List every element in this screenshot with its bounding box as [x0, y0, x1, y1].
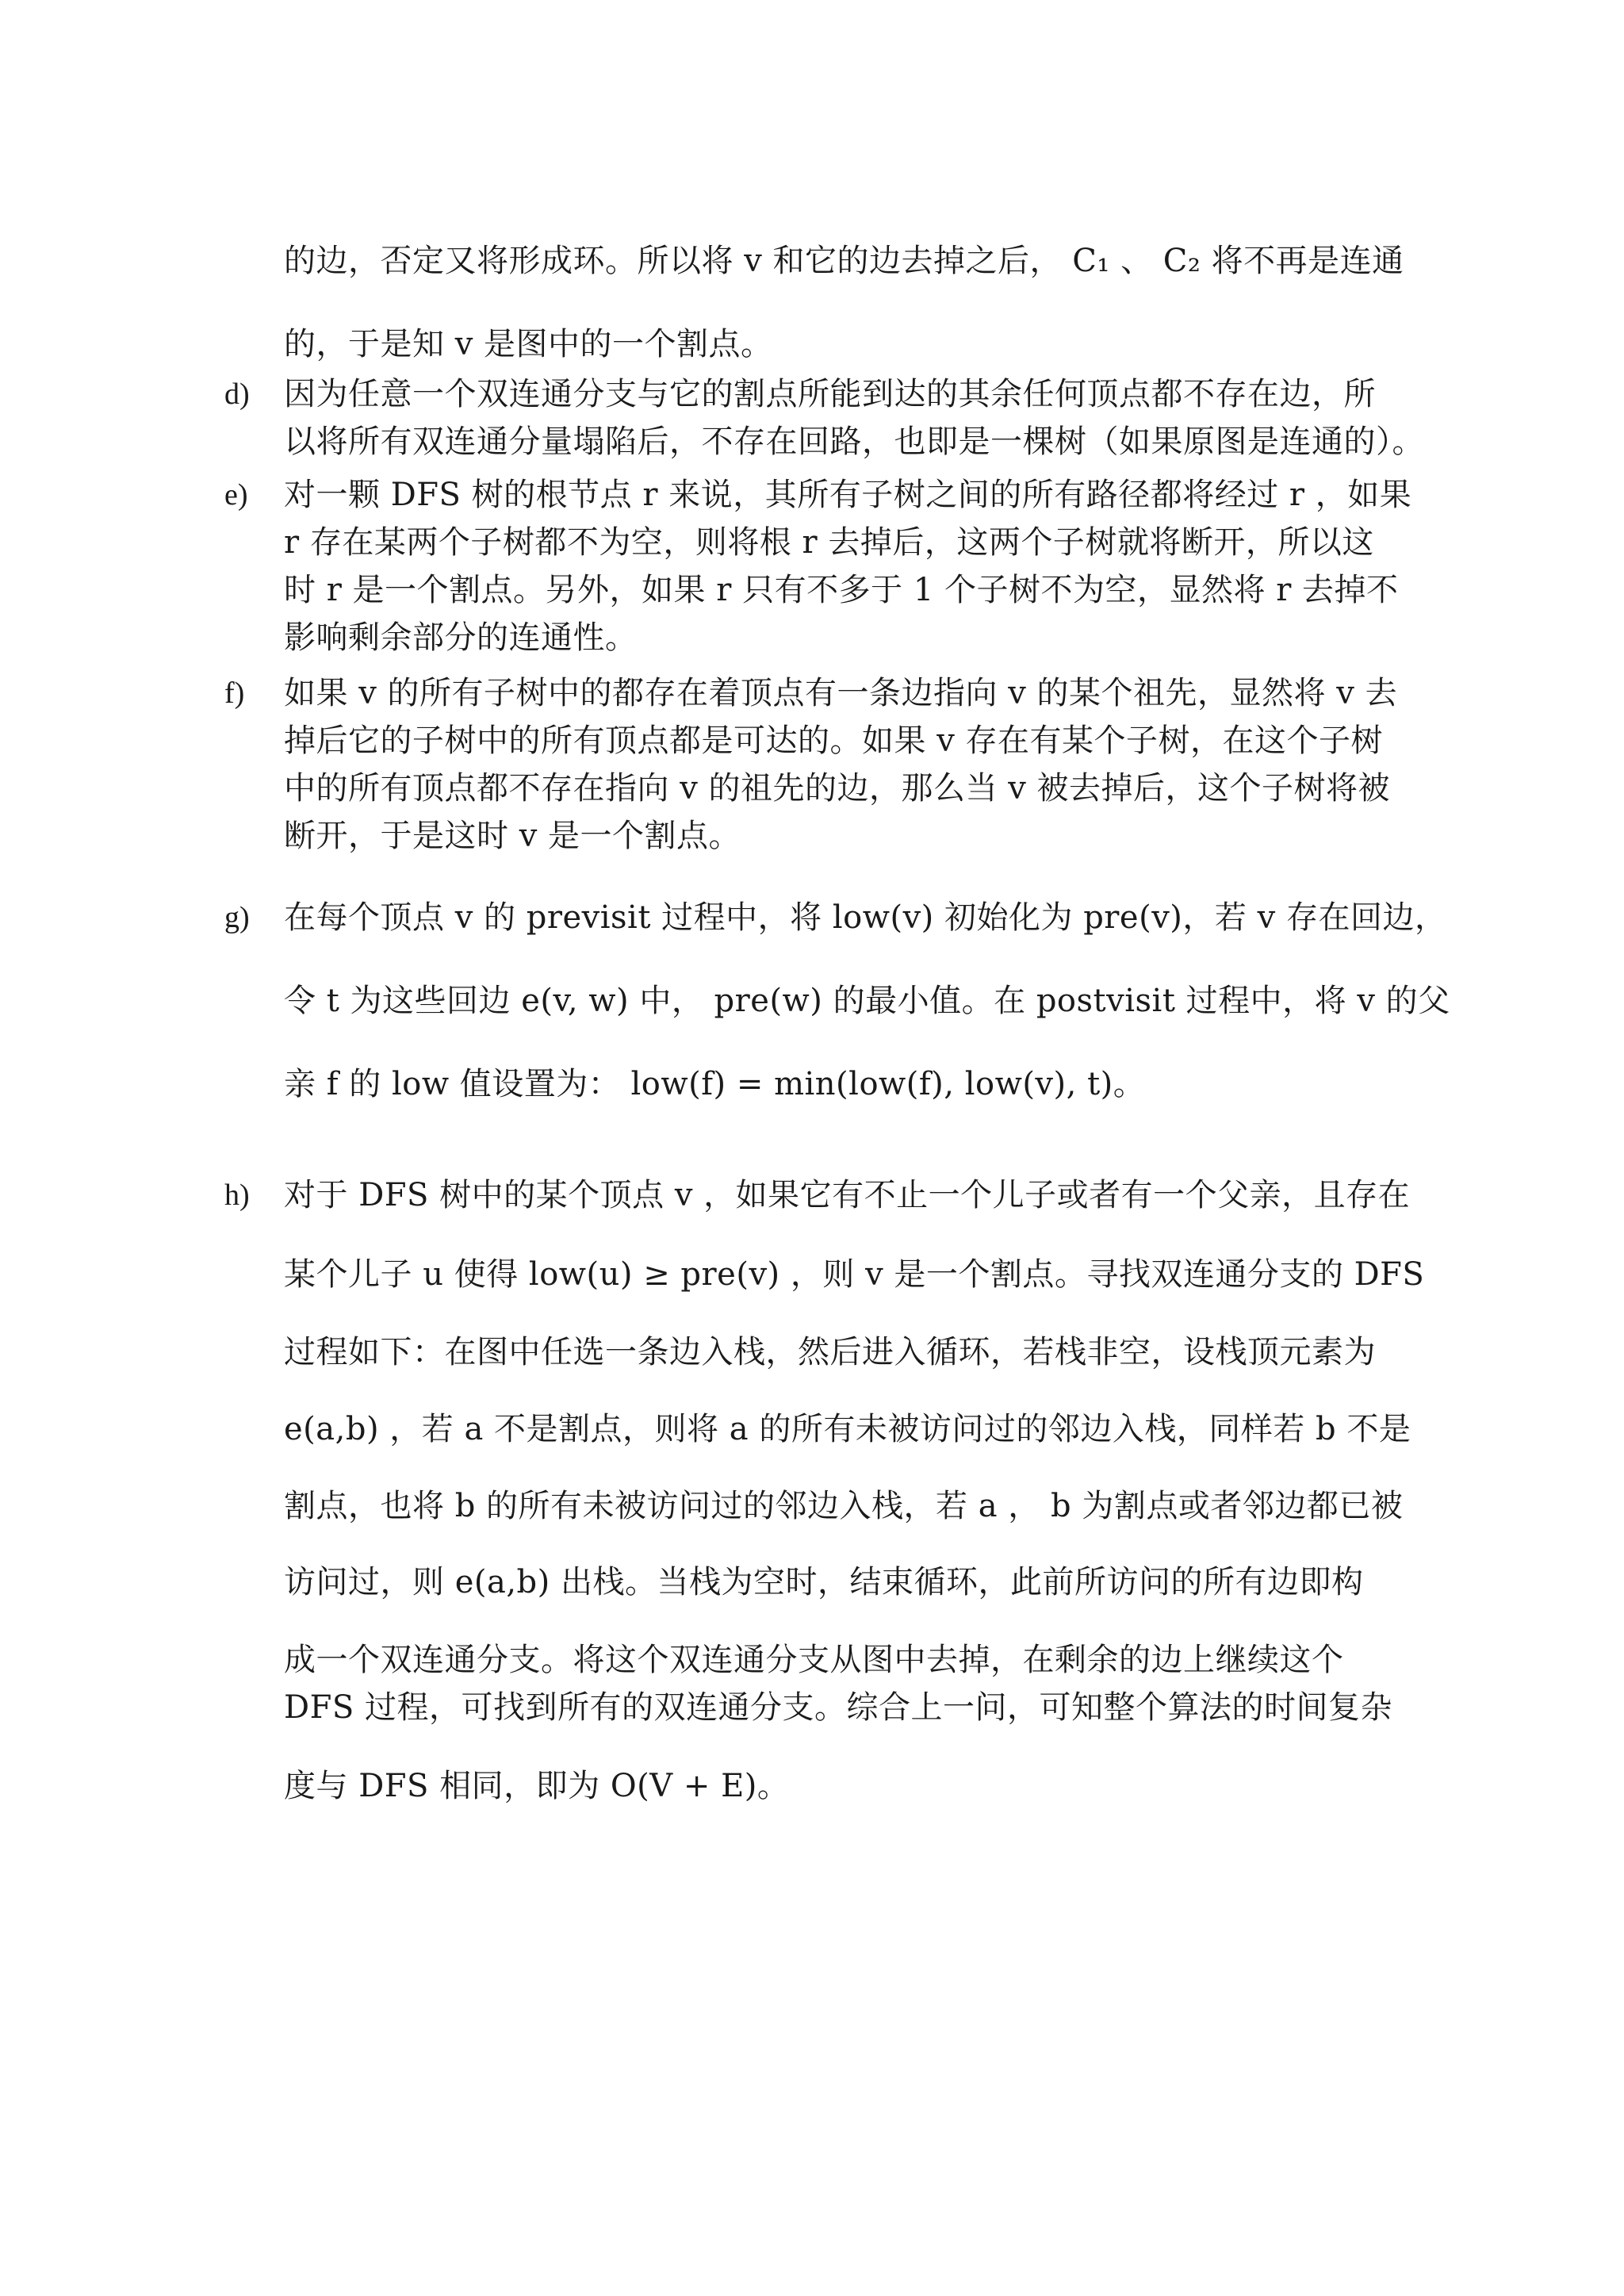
text-line: 令 t 为这些回边 e(v, w) 中， pre(w) 的最小值。在 postvisit 过程中，将 v 的父: [284, 983, 1450, 1019]
text-line: r 存在某两个子树都不为空，则将根 r 去掉后，这两个子树就将断开，所以这: [284, 524, 1374, 561]
text-line: 时 r 是一个割点。另外，如果 r 只有不多于 1 个子树不为空，显然将 r 去掉不: [284, 572, 1399, 608]
item-label: d): [224, 378, 250, 411]
text-line: 中的所有顶点都不存在指向 v 的祖先的边，那么当 v 被去掉后，这个子树将被: [284, 770, 1391, 807]
text-line: 访问过，则 e(a,b) 出栈。当栈为空时，结束循环，此前所访问的所有边即构: [284, 1564, 1364, 1600]
item-label: f): [224, 677, 245, 710]
text-line: 割点，也将 b 的所有未被访问过的邻边入栈，若 a ， b 为割点或者邻边都已被: [284, 1488, 1404, 1524]
text-line: 影响剩余部分的连通性。: [284, 619, 638, 656]
text-line: 过程如下：在图中任选一条边入栈，然后进入循环，若栈非空，设栈顶元素为: [284, 1334, 1376, 1370]
text-line: 掉后它的子树中的所有顶点都是可达的。如果 v 存在有某个子树，在这个子树: [284, 723, 1384, 759]
text-line: 的，于是知 v 是图中的一个割点。: [284, 326, 773, 362]
text-line: 度与 DFS 相同，即为 O(V + E)。: [284, 1768, 790, 1804]
text-line: 成一个双连通分支。将这个双连通分支从图中去掉，在剩余的边上继续这个: [284, 1642, 1344, 1678]
text-line: 对一颗 DFS 树的根节点 r 来说，其所有子树之间的所有路径都将经过 r ，如果: [284, 477, 1412, 513]
text-line: 以将所有双连通分量塌陷后，不存在回路，也即是一棵树（如果原图是连通的）。: [284, 424, 1424, 460]
text-line: 的边，否定又将形成环。所以将 v 和它的边去掉之后， C₁ 、 C₂ 将不再是连通: [284, 243, 1404, 279]
text-line: 某个儿子 u 使得 low(u) ≥ pre(v) ，则 v 是一个割点。寻找双连通分支的 DFS: [284, 1256, 1425, 1293]
text-line: 对于 DFS 树中的某个顶点 v ，如果它有不止一个儿子或者有一个父亲，且存在: [284, 1177, 1411, 1213]
text-line: 亲 f 的 low 值设置为： low(f) = min(low(f), low(v), t)。: [284, 1066, 1146, 1102]
text-line: DFS 过程，可找到所有的双连通分支。综合上一问，可知整个算法的时间复杂: [284, 1689, 1392, 1726]
text-line: 在每个顶点 v 的 previsit 过程中，将 low(v) 初始化为 pre(v)，若 v 存在回边，: [284, 899, 1447, 936]
item-label: g): [224, 901, 250, 934]
item-label: h): [224, 1179, 250, 1212]
text-line: 因为任意一个双连通分支与它的割点所能到达的其余任何顶点都不存在边，所: [284, 376, 1376, 412]
item-label: e): [224, 478, 248, 512]
text-line: 如果 v 的所有子树中的都存在着顶点有一条边指向 v 的某个祖先，显然将 v 去: [284, 675, 1398, 711]
text-line: 断开，于是这时 v 是一个割点。: [284, 818, 741, 854]
text-line: e(a,b) ，若 a 不是割点，则将 a 的所有未被访问过的邻边入栈，同样若 b 不是: [284, 1411, 1411, 1447]
